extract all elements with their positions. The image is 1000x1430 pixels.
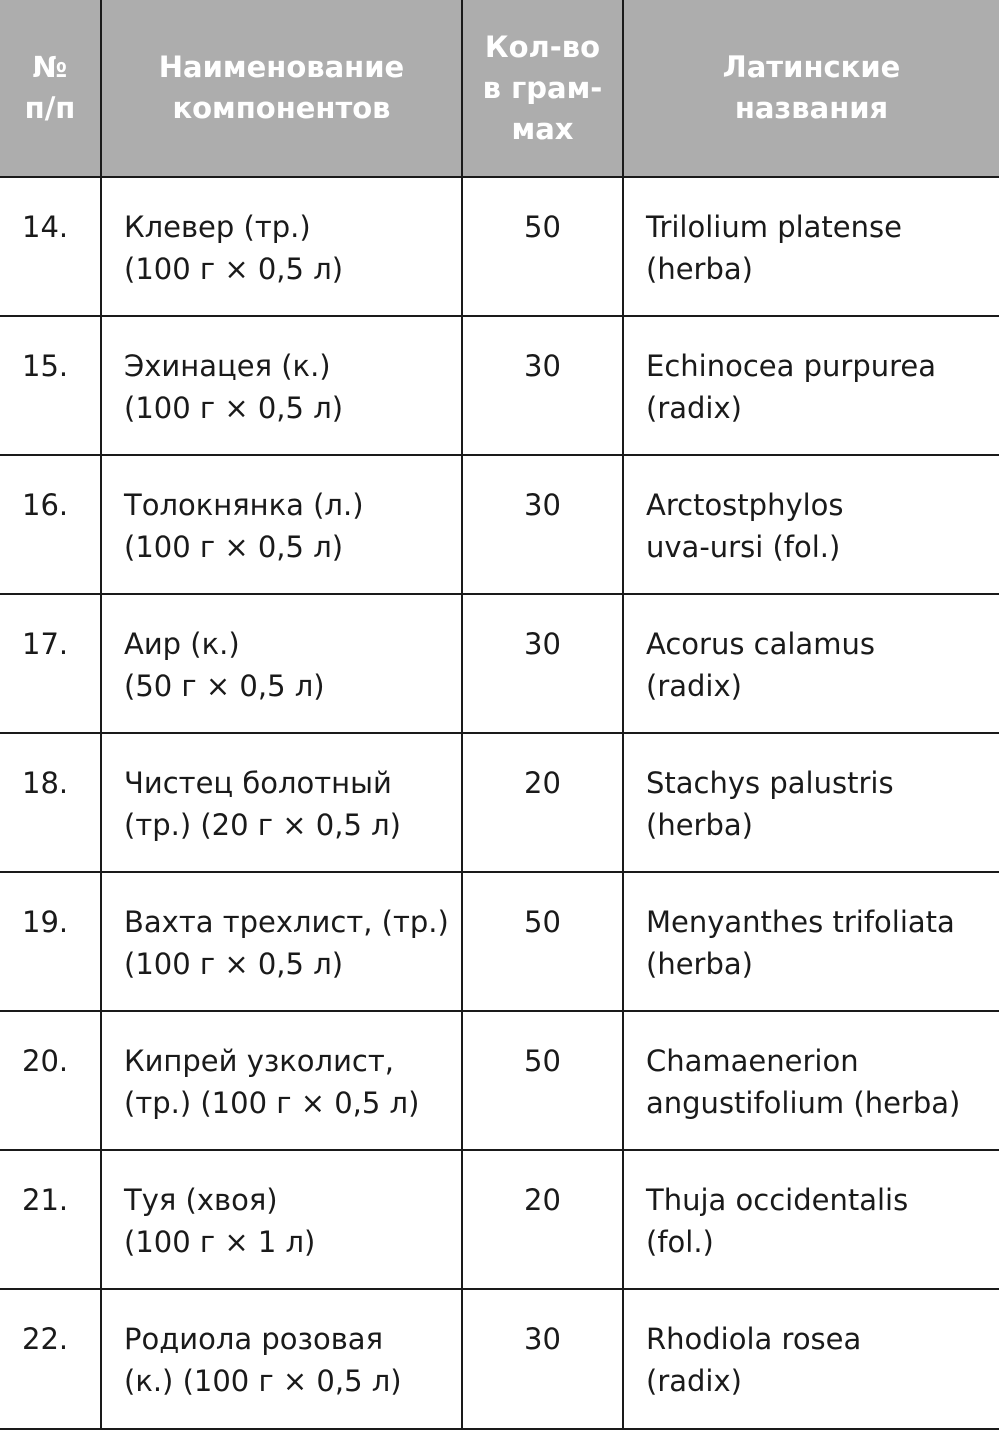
quantity-grams: 30: [462, 1289, 623, 1429]
quantity-grams: 20: [462, 733, 623, 872]
latin-name: Acorus calamus (radix): [623, 594, 999, 733]
table-row: [0, 594, 999, 733]
latin-name: Trilolium platense (herba): [623, 177, 999, 316]
quantity-grams: 30: [462, 594, 623, 733]
header-row: [0, 0, 999, 177]
row-number: 21.: [0, 1150, 101, 1289]
latin-name: Stachys palustris (herba): [623, 733, 999, 872]
row-number: 22.: [0, 1289, 101, 1429]
row-number: 17.: [0, 594, 101, 733]
row-number: 15.: [0, 316, 101, 455]
table-row: [0, 177, 999, 316]
quantity-grams: 30: [462, 455, 623, 594]
component-name: Кипрей узколист, (тр.) (100 г × 0,5 л): [101, 1011, 462, 1150]
table-row: [0, 1150, 999, 1289]
latin-name: Echinocea purpurea (radix): [623, 316, 999, 455]
table-row: [0, 1011, 999, 1150]
quantity-grams: 50: [462, 177, 623, 316]
component-name: Чистец болотный (тр.) (20 г × 0,5 л): [101, 733, 462, 872]
component-name: Эхинацея (к.) (100 г × 0,5 л): [101, 316, 462, 455]
table-row: [0, 872, 999, 1011]
header-component-name: Наименование компонентов: [101, 0, 462, 177]
row-number: 16.: [0, 455, 101, 594]
quantity-grams: 20: [462, 1150, 623, 1289]
table-row: [0, 1289, 999, 1429]
quantity-grams: 50: [462, 872, 623, 1011]
component-name: Аир (к.) (50 г × 0,5 л): [101, 594, 462, 733]
row-number: 14.: [0, 177, 101, 316]
component-name: Туя (хвоя) (100 г × 1 л): [101, 1150, 462, 1289]
quantity-grams: 50: [462, 1011, 623, 1150]
table-row: [0, 455, 999, 594]
latin-name: Arctostphylos uva-ursi (fol.): [623, 455, 999, 594]
latin-name: Chamaenerion angustifolium (herba): [623, 1011, 999, 1150]
latin-name: Thuja occidentalis (fol.): [623, 1150, 999, 1289]
component-name: Клевер (тр.) (100 г × 0,5 л): [101, 177, 462, 316]
header-quantity-grams: Кол-во в грам- мах: [462, 0, 623, 177]
table-header: [0, 0, 999, 177]
component-name: Родиола розовая (к.) (100 г × 0,5 л): [101, 1289, 462, 1429]
component-name: Вахта трехлист, (тр.) (100 г × 0,5 л): [101, 872, 462, 1011]
component-name: Толокнянка (л.) (100 г × 0,5 л): [101, 455, 462, 594]
quantity-grams: 30: [462, 316, 623, 455]
latin-name: Rhodiola rosea (radix): [623, 1289, 999, 1429]
row-number: 18.: [0, 733, 101, 872]
latin-name: Menyanthes trifoliata (herba): [623, 872, 999, 1011]
table-row: [0, 733, 999, 872]
header-latin-name: Латинские названия: [623, 0, 999, 177]
row-number: 19.: [0, 872, 101, 1011]
table-row: [0, 316, 999, 455]
header-number: № п/п: [0, 0, 101, 177]
table-body: [0, 177, 999, 1429]
row-number: 20.: [0, 1011, 101, 1150]
